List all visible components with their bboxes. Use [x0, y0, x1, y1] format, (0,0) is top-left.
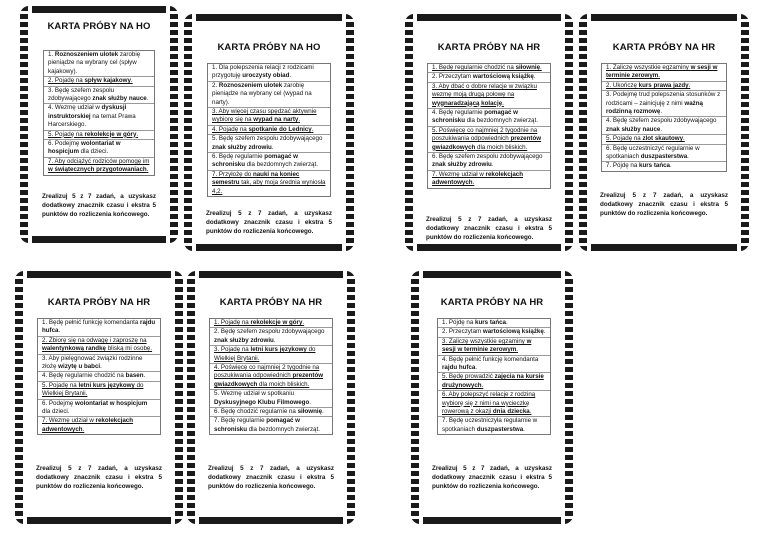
- card-title: KARTA PRÓBY NA HO: [47, 21, 151, 32]
- card-title: KARTA PRÓBY NA HO: [217, 42, 321, 53]
- card-frame: [591, 14, 737, 251]
- card-title: KARTA PRÓBY NA HR: [440, 297, 544, 308]
- task-item: 5. Pojadę na zlot skautowy.: [602, 135, 726, 144]
- task-item: 5. Będę szefem zespołu zdobywającego znak służby zdrowiu.: [208, 135, 330, 153]
- task-list: [601, 63, 727, 172]
- task-item: 3. Zaliczę wszystkie egzaminy w sesji w terminie zerowym.: [438, 338, 550, 356]
- trial-card-hr-4: [187, 271, 355, 524]
- task-list: [427, 63, 551, 189]
- task-item: 6. Będę regularnie pomagać w schronisku dla bezdomnych zwierząt.: [208, 153, 330, 171]
- task-item: 6. Będę uczestniczyć regularnie w spotkaniach duszpasterstwa.: [602, 145, 726, 163]
- card-frame: [32, 6, 166, 243]
- task-item: 2. Przeczytam wartościową książkę.: [438, 328, 550, 337]
- task-item: 2. Będę szefem zespołu zdobywającego znak służby zdrowiu.: [210, 328, 332, 346]
- card-title: KARTA PRÓBY NA HR: [437, 42, 541, 53]
- task-item: 1. Pójdę na kurs tańca.: [438, 319, 550, 328]
- task-item: 3. Pojadę na letni kurs językowy do Wielkiej Brytanii.: [210, 346, 332, 364]
- task-item: 5. Będę prowadzić zajęcia na kursie drużynowych.: [438, 373, 550, 391]
- card-footer: Zrealizuj 5 z 7 zadań, a uzyskasz dodatkowy znacznik czasu i ekstra 5 punktów do rozliczenia końcowego.: [208, 465, 334, 491]
- card-title: KARTA PRÓBY NA HR: [47, 297, 151, 308]
- task-item: 1. Pojadę na rekolekcje w góry.: [210, 319, 332, 328]
- trial-card-hr-1: [405, 14, 573, 251]
- task-list: [207, 63, 331, 197]
- task-list: [437, 318, 551, 435]
- task-item: 4. Będę szefem zespołu zdobywającego znak służby nauce.: [602, 117, 726, 135]
- card-frame: [27, 271, 171, 524]
- task-item: 6. Podejmę wolontariat w hospicjum dla dzieci.: [44, 140, 154, 158]
- task-item: 2. Zbiorę się na odwagę i zaproszę na walentynkową randkę bliską mi osobę.: [38, 337, 160, 355]
- task-item: 2. Ukończę kurs prawa jazdy.: [602, 82, 726, 91]
- card-frame: [423, 271, 561, 524]
- task-item: 4. Poświęcę co najmniej 2 tygodnie na poszukiwania odpowiednich prezentów gwiazdkowych dla moich bliskich.: [210, 364, 332, 390]
- task-item: 1. Dla polepszenia relacji z rodzicami przygotuję uroczysty obiad.: [208, 64, 330, 82]
- trial-card-ho-1: [20, 6, 178, 243]
- task-item: 7. Przyłożę do nauki na koniec semestru tak, aby moja średnia wyniosła 4,2.: [212, 170, 326, 195]
- card-frame: [199, 271, 343, 524]
- card-footer: Zrealizuj 5 z 7 zadań, a uzyskasz dodatkowy znacznik czasu i ekstra 5 punktów do rozliczenia końcowego.: [206, 210, 332, 236]
- task-list: [37, 318, 161, 435]
- task-item: 2. Roznoszeniem ulotek zarobię pieniądze na wybrany cel (wypad na narty).: [208, 82, 330, 108]
- task-item: 1. Roznoszeniem ulotek zarobię pieniądze na wybrany cel (spływ kajakowy).: [44, 51, 154, 77]
- card-frame: [417, 14, 561, 251]
- trial-card-hr-5: [411, 271, 573, 524]
- task-item: 4. Pojadę na spotkanie do Lednicy.: [208, 126, 330, 135]
- trial-card-ho-2: [184, 14, 354, 251]
- task-item: 2. Pojadę na spływ kajakowy.: [44, 77, 154, 86]
- task-item: 1. Będę regularnie chodzić na siłownię.: [428, 64, 550, 73]
- task-item: 1. Będę pełnić funkcję komendanta rajdu hufca.: [38, 319, 160, 337]
- task-item: 7. Wezmę udział w rekolekcjach adwentowych.: [432, 170, 524, 187]
- task-item: 5. Pojadę na letni kurs językowy do Wielkiej Brytanii.: [38, 382, 160, 400]
- task-item: 3. Aby więcej czasu spędzać aktywnie wybiorę się na wypad na narty.: [208, 108, 330, 126]
- task-item: 3. Aby pielęgnować związki rodzinne złożę wizytę u babci.: [38, 355, 160, 373]
- task-item: 5. Pojadę na rekolekcje w góry.: [44, 131, 154, 140]
- trial-card-hr-2: [579, 14, 749, 251]
- task-item: 7. Aby odciążyć rodziców pomogę im w świątecznych przygotowaniach.: [48, 157, 150, 174]
- task-list: [43, 50, 155, 176]
- card-footer: Zrealizuj 5 z 7 zadań, a uzyskasz dodatkowy znacznik czasu i ekstra 5 punktów do rozliczenia końcowego.: [426, 216, 552, 242]
- task-item: 3. Aby dbać o dobre relacje w związku wezmę moją drugą połowę na wygnaradzającą kolację.: [428, 83, 550, 109]
- task-item: 7. Wezmę udział w rekolekcjach adwentowych.: [42, 417, 134, 433]
- card-footer: Zrealizuj 5 z 7 zadań, a uzyskasz dodatkowy znacznik czasu i ekstra 5 punktów do rozliczenia końcowego.: [36, 465, 162, 491]
- task-item: 1. Zaliczę wszystkie egzaminy w sesji w terminie zerowym.: [602, 64, 726, 82]
- card-footer: Zrealizuj 5 z 7 zadań, a uzyskasz dodatkowy znacznik czasu i ekstra 5 punktów do rozliczenia końcowego.: [42, 193, 156, 219]
- task-item: 7. Będę uczestniczyła regularnie w spotkaniach duszpasterstwa.: [442, 417, 538, 433]
- task-item: 3. Będę szefem zespołu zdobywającego znak służby nauce.: [44, 87, 154, 105]
- task-item: 6. Będę szefem zespołu zdobywającego znak służby zdrowiu.: [428, 153, 550, 171]
- task-item: 6. Podejmę wolontariat w hospicjum dla dzieci.: [38, 400, 160, 418]
- trial-card-hr-3: [15, 271, 183, 524]
- task-item: 6. Będę chodzić regularnie na siłownię.: [210, 408, 332, 417]
- card-title: KARTA PRÓBY NA HR: [612, 42, 716, 53]
- card-footer: Zrealizuj 5 z 7 zadań, a uzyskasz dodatkowy znacznik czasu i ekstra 5 punktów do rozliczenia końcowego.: [432, 465, 552, 491]
- card-footer: Zrealizuj 5 z 7 zadań, a uzyskasz dodatkowy znacznik czasu i ekstra 5 punktów do rozliczenia końcowego.: [600, 192, 728, 218]
- task-item: 7. Będę regularnie pomagać w schronisku dla bezdomnych zwierząt.: [214, 417, 320, 433]
- task-item: 5. Poświęcę co najmniej 2 tygodnie na poszukiwania odpowiednich prezentów gwiazdkowych dla moich bliskich.: [428, 127, 550, 153]
- task-item: 6. Aby polepszyć relacje z rodziną wybiorę się z nimi na wycieczkę rowerową z okazji dnia dziecka.: [438, 391, 550, 417]
- task-item: 4. Będę regularnie chodzić na basen.: [38, 372, 160, 381]
- task-item: 4. Będę regularnie pomagać w schronisku dla bezdomnych zwierząt.: [428, 109, 550, 127]
- task-item: 4. Wezmę udział w dyskusji instruktorskiej na temat Prawa Harcerskiego.: [44, 104, 154, 130]
- task-item: 3. Podejmę trud polepszenia stosunków z rodzicami – zainicjuję z nimi ważną rodzinną rozmowę.: [602, 91, 726, 117]
- task-item: 2. Przeczytam wartościową książkę.: [428, 73, 550, 82]
- card-title: KARTA PRÓBY NA HR: [219, 297, 323, 308]
- task-item: 5. Wezmę udział w spotkaniu Dyskusyjnego Klubu Filmowego.: [210, 390, 332, 408]
- task-item: 4. Będę pełnić funkcję komendanta rajdu hufca.: [438, 356, 550, 374]
- task-list: [209, 318, 333, 435]
- card-frame: [196, 14, 342, 251]
- task-item: 7. Pójdę na kurs tańca.: [606, 162, 672, 170]
